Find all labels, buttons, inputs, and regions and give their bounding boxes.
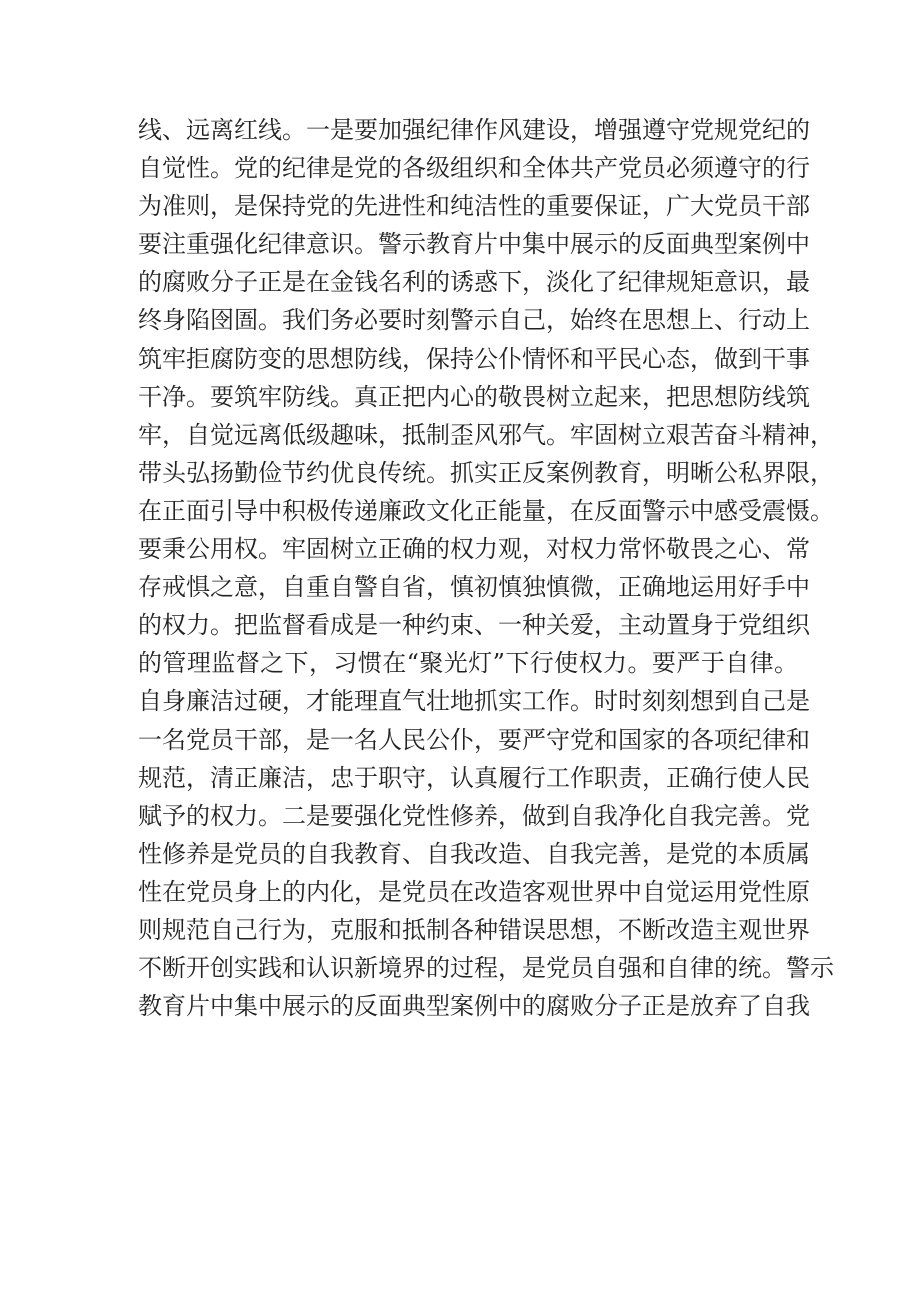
text-line: 自觉性。党的纪律是党的各级组织和全体共产党员必须遵守的行 [138, 154, 810, 183]
text-line: 赋予的权力。二是要强化党性修养，做到自我净化自我完善。党 [138, 801, 810, 830]
text-line: 一名党员干部，是一名人民公仆，要严守党和国家的各项纪律和 [138, 725, 810, 754]
text-line: 则规范自己行为，克服和抵制各种错误思想，不断改造主观世界 [138, 915, 810, 944]
text-line: 性修养是党员的自我教育、自我改造、自我完善，是党的本质属 [138, 839, 810, 868]
text-line: 的管理监督之下，习惯在“聚光灯”下行使权力。要严于自律。 [138, 649, 798, 678]
text-line: 不断开创实践和认识新境界的过程，是党员自强和自律的统。警示 [138, 954, 834, 983]
text-line: 自身廉洁过硬，才能理直气壮地抓实工作。时时刻刻想到自己是 [138, 687, 810, 716]
text-line: 规范，清正廉洁，忠于职守，认真履行工作职责，正确行使人民 [138, 763, 810, 792]
text-line: 的腐败分子正是在金钱名利的诱惑下，淡化了纪律规矩意识，最 [138, 268, 810, 297]
text-line: 存戒惧之意，自重自警自省，慎初慎独慎微，正确地运用好手中 [138, 573, 810, 602]
text-line: 为准则，是保持党的先进性和纯洁性的重要保证，广大党员干部 [138, 192, 810, 221]
text-line: 筑牢拒腐防变的思想防线，保持公仆情怀和平民心态，做到干事 [138, 344, 810, 373]
text-line: 性在党员身上的内化，是党员在改造客观世界中自觉运用党性原 [138, 877, 810, 906]
text-line: 在正面引导中积极传递廉政文化正能量，在反面警示中感受震慑。 [138, 496, 834, 525]
text-line: 教育片中集中展示的反面典型案例中的腐败分子正是放弃了自我 [138, 992, 810, 1021]
text-line: 线、远离红线。一是要加强纪律作风建设，增强遵守党规党纪的 [138, 116, 810, 144]
text-line: 终身陷囹圄。我们务必要时刻警示自己，始终在思想上、行动上 [138, 306, 810, 335]
text-line: 要注重强化纪律意识。警示教育片中集中展示的反面典型案例中 [138, 230, 810, 259]
text-line: 的权力。把监督看成是一种约束、一种关爱，主动置身于党组织 [138, 611, 810, 640]
text-line: 带头弘扬勤俭节约优良传统。抓实正反案例教育，明晰公私界限， [138, 458, 834, 487]
text-line: 牢，自觉远离低级趣味，抵制歪风邪气。牢固树立艰苦奋斗精神， [138, 420, 834, 449]
body-text [138, 111, 834, 1025]
text-line: 要秉公用权。牢固树立正确的权力观，对权力常怀敬畏之心、常 [138, 535, 810, 564]
text-line: 干净。要筑牢防线。真正把内心的敬畏树立起来，把思想防线筑 [138, 382, 810, 411]
